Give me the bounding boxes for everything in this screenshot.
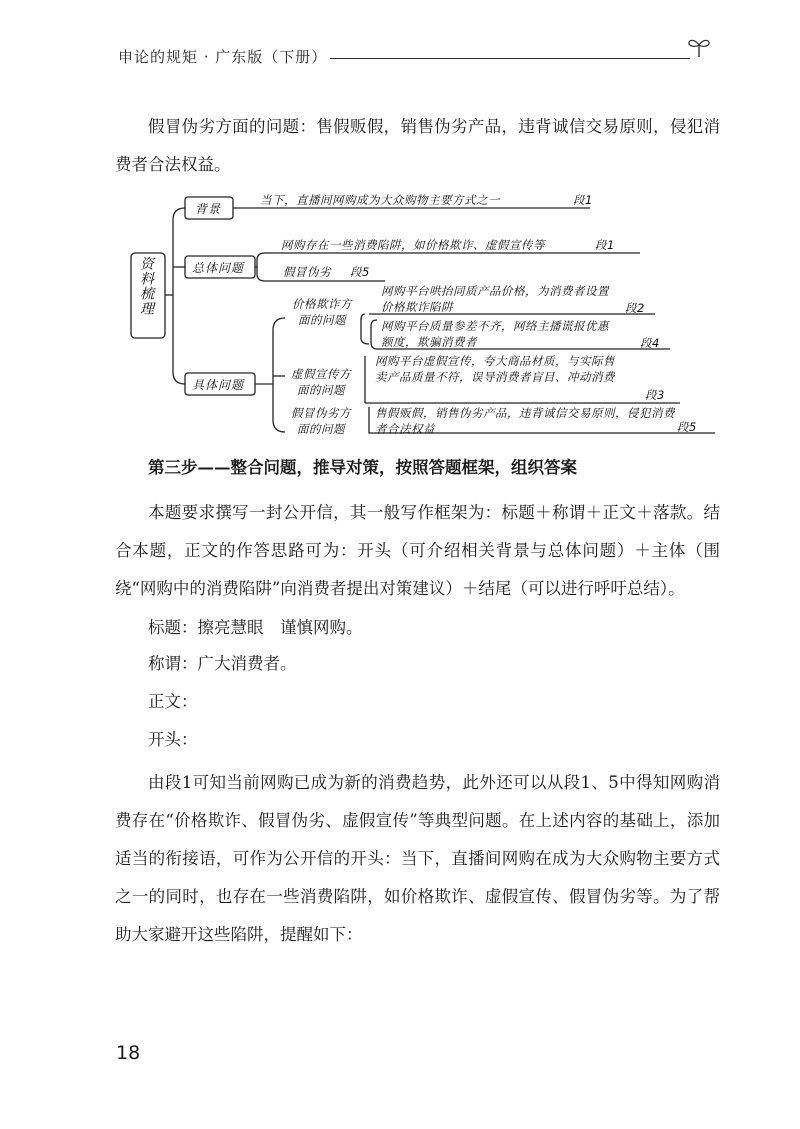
page-number: 18: [116, 1042, 141, 1064]
body-label: 正文：: [148, 692, 198, 711]
framework-paragraph: 本题要求撰写一封公开信，其一般写作框架为：标题＋称谓＋正文＋落款。结合本题，正文的作答思路可为：开头（可介绍相关背景与总体问题）＋主体（围绕“网购中的消费陷阱”向消费者提出对策建议）＋结尾（可以进行呼吁总结）。: [115, 503, 720, 598]
branch-overall-label: 总体问题: [192, 261, 245, 275]
overall-item-2-text: 假冒伪劣: [283, 265, 331, 279]
header-rule: [330, 58, 690, 59]
overall-item-1-ref: 段1: [595, 238, 615, 252]
background-ref: 段1: [573, 193, 593, 207]
price-item-1-ref: 段2: [625, 301, 645, 315]
overall-item-1-text: 网购存在一些消费陷阱，如价格欺诈、虚假宣传等: [281, 238, 545, 252]
title-line: 标题：擦亮慧眼 谨慎网购。: [148, 618, 363, 637]
virtual-item-1-text: 网购平台虚假宣传，夸大商品材质，与实际售卖产品质量不符，误导消费者盲目、冲动消费: [375, 354, 615, 384]
fake-item-1-ref: 段5: [677, 420, 697, 434]
price-item-2-text: 网购平台质量参差不齐，网络主播谎报优惠额度，欺骗消费者: [381, 319, 609, 349]
running-header-title: 申论的规矩 · 广东版（下册）: [118, 48, 328, 66]
price-item-1-text: 网购平台哄抬同质产品价格，为消费者设置价格欺诈陷阱: [381, 284, 609, 314]
overall-item-2-ref: 段5: [350, 265, 370, 279]
background-text: 当下，直播间网购成为大众购物主要方式之一: [260, 193, 500, 207]
salutation-line: 称谓：广大消费者。: [148, 654, 297, 673]
category-price: 价格欺诈方面的问题: [292, 297, 352, 327]
category-fake: 假冒伪劣方面的问题: [291, 406, 351, 436]
fake-item-1-text: 售假贩假，销售伪劣产品，违背诚信交易原则，侵犯消费者合法权益: [375, 406, 675, 436]
mindmap: [125, 188, 715, 443]
price-item-2-ref: 段4: [640, 336, 660, 350]
sprout-icon: [686, 36, 712, 58]
category-virtual: 虚假宣传方面的问题: [291, 367, 351, 397]
virtual-item-1-ref: 段3: [645, 388, 665, 402]
branch-specific-label: 具体问题: [192, 378, 245, 392]
opening-label: 开头：: [148, 730, 198, 749]
intro-paragraph: 假冒伪劣方面的问题：售假贩假，销售伪劣产品，违背诚信交易原则，侵犯消费者合法权益。: [115, 117, 720, 174]
opening-paragraph: 由段1可知当前网购已成为新的消费趋势，此外还可以从段1、5中得知网购消费存在“价格欺诈、假冒伪劣、虚假宣传”等典型问题。在上述内容的基础上，添加适当的衔接语，可作为公开信的开头：当下，直播间网购在成为大众购物主要方式之一的同时，也存在一些消费陷阱，如价格欺诈、虚假宣传、假冒伪劣等。为了帮助大家避开这些陷阱，提醒如下：: [115, 773, 720, 944]
step-heading: 第三步——整合问题，推导对策，按照答题框架，组织答案: [148, 458, 577, 477]
mindmap-root: 资料梳理: [138, 256, 154, 316]
branch-background-label: 背景: [195, 202, 222, 216]
